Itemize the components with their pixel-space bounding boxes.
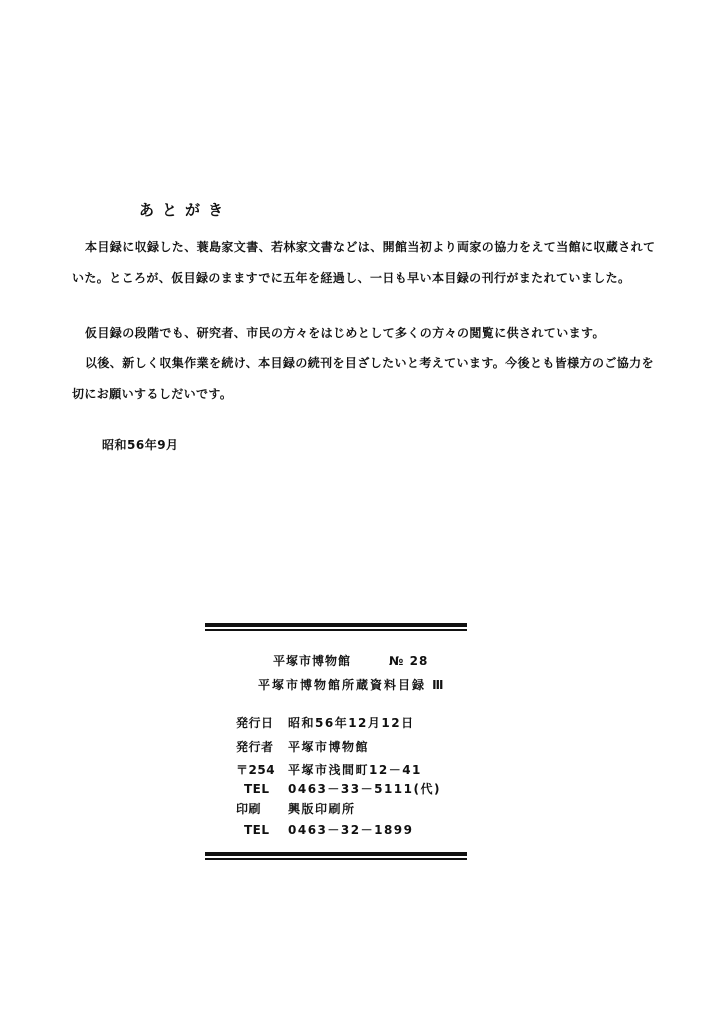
colophon-top-rule [205,623,467,631]
colophon-row-label: TEL [244,782,270,796]
afterword-heading: あとがき [139,201,232,219]
colophon-row-printer [236,800,356,817]
colophon-row-label: TEL [244,823,270,837]
afterword-paragraph-2-text: 仮目録の段階でも、研究者、市民の方々をはじめとして多くの方々の閲覧に供されています。 [85,326,605,340]
colophon-row-publisher-tel [236,780,441,797]
colophon-row-label: 〒254 [236,763,276,777]
colophon-row-label: 発行日 [236,716,274,730]
colophon-top-rule-thin [205,629,467,631]
colophon-row-value: 昭和56年12月12日 [288,716,415,730]
afterword-paragraph-1 [72,232,662,293]
colophon-series-number: № 28 [389,654,429,668]
colophon-row-issue-date [236,714,415,731]
colophon-row-publisher [236,738,369,755]
colophon-row-value: 興版印刷所 [288,802,356,816]
afterword-paragraph-1-text: 本目録に収録した、蓑島家文書、若林家文書などは、開館当初より両家の協力をえて当館に収蔵されていた。ところが、仮目録のまますでに五年を経過し、一日も早い本目録の刊行がまたれていました。 [72,240,656,285]
colophon-top-rule-thick [205,623,467,627]
colophon-row-value: 平塚市浅間町12－41 [288,763,422,777]
colophon-row-address [236,761,422,778]
colophon-row-printer-tel [236,821,414,838]
colophon-series [273,652,428,669]
colophon-row-label: 印刷 [236,802,262,816]
colophon-title: 平塚市博物館所蔵資料目録 Ⅲ [258,678,446,692]
colophon-row-value: 0463－32－1899 [288,823,414,837]
colophon-row-value: 平塚市博物館 [288,740,370,754]
colophon-row-value: 0463－33－5111(代) [288,782,441,796]
afterword-paragraph-3 [72,348,662,409]
colophon-bottom-rule [205,852,467,860]
colophon-bottom-rule-thick [205,852,467,856]
colophon-bottom-rule-thin [205,858,467,860]
afterword-paragraph-3-text: 以後、新しく収集作業を続け、本目録の続刊を目ざしたいと考えています。今後とも皆様方のご協力を切にお願いするしだいです。 [72,356,654,401]
colophon-row-label: 発行者 [236,740,274,754]
afterword-date: 昭和56年9月 [102,438,179,452]
colophon-series-name: 平塚市博物館 [273,654,352,668]
afterword-paragraph-2 [72,318,662,349]
